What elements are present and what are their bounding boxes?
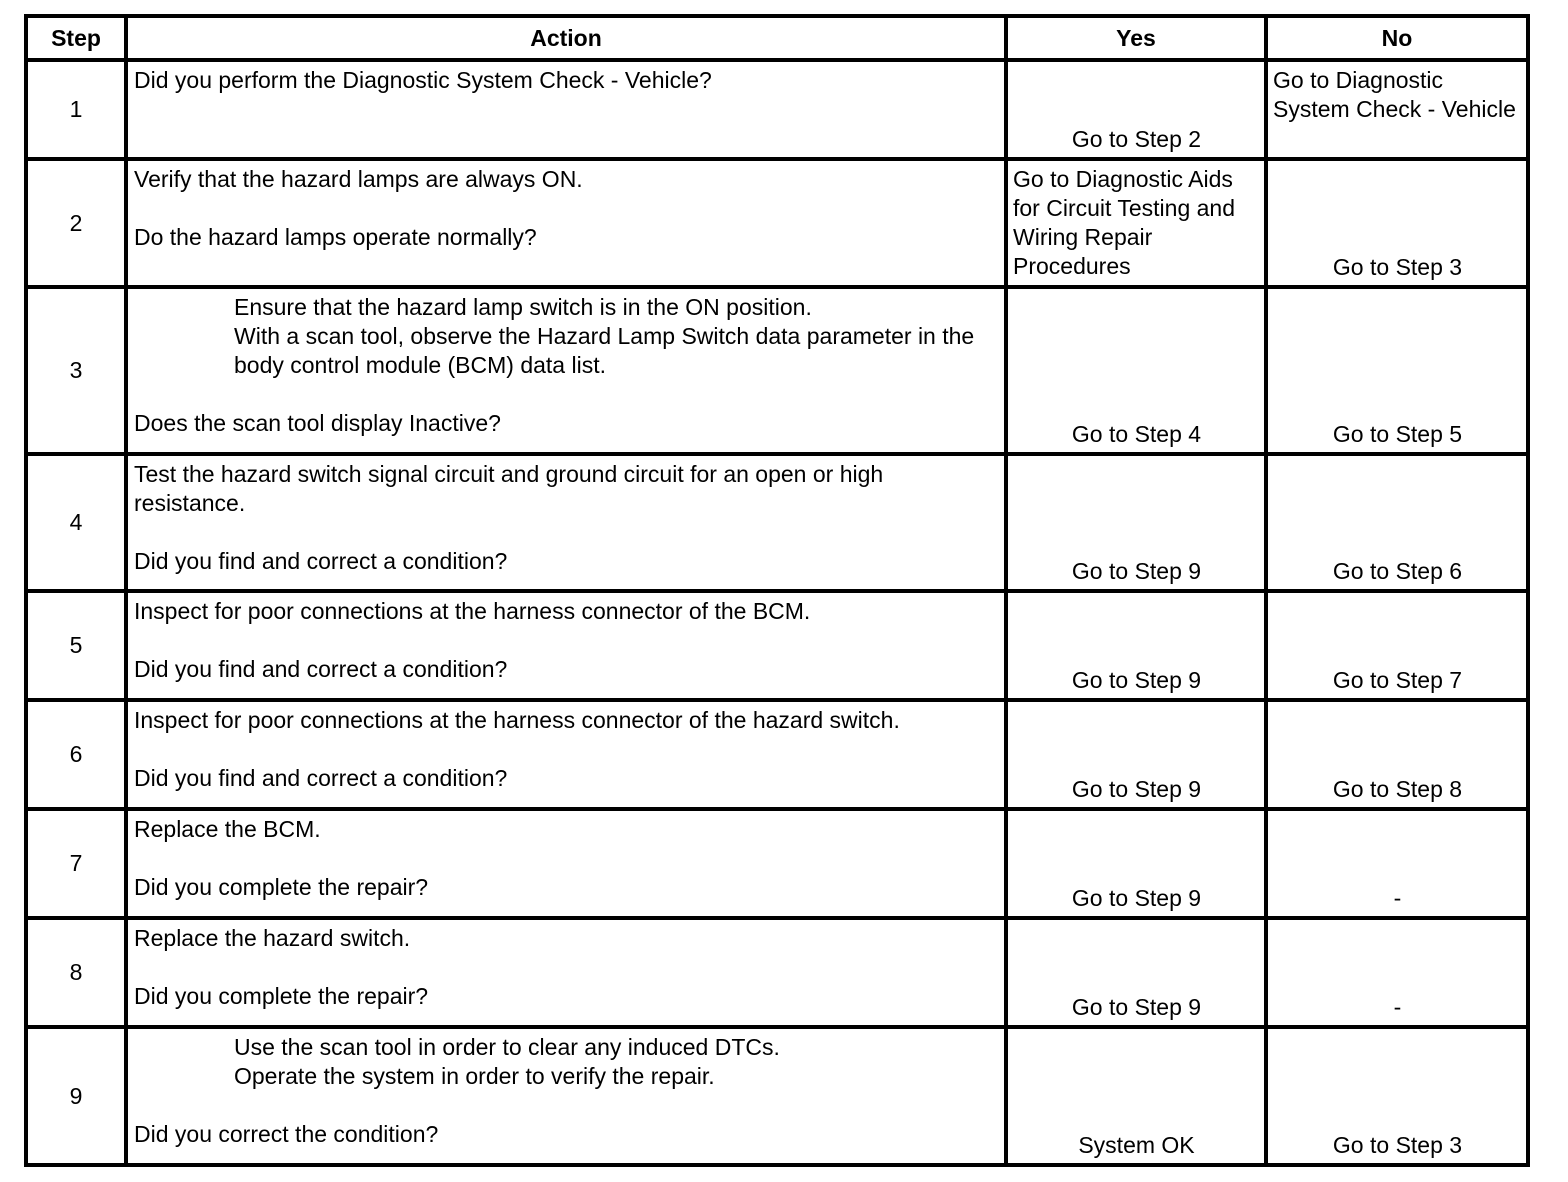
action-question: Do the hazard lamps operate normally?	[134, 224, 537, 250]
action-header: Action	[126, 16, 1006, 60]
action-line: With a scan tool, observe the Hazard Lamp Switch data parameter in the body control module (BCM) data list.	[234, 323, 975, 378]
yes-cell: Go to Step 9	[1006, 700, 1266, 809]
yes-cell: Go to Step 9	[1006, 454, 1266, 591]
yes-cell: Go to Step 9	[1006, 809, 1266, 918]
action-question: Did you perform the Diagnostic System Check - Vehicle?	[134, 67, 712, 93]
action-question: Did you find and correct a condition?	[134, 765, 508, 791]
header-row	[26, 16, 1528, 60]
action-cell	[126, 454, 1006, 591]
table-row	[26, 287, 1528, 454]
action-cell	[126, 591, 1006, 700]
step-number: 7	[26, 809, 126, 918]
step-number: 3	[26, 287, 126, 454]
action-line: Test the hazard switch signal circuit and ground circuit for an open or high resistance.	[134, 461, 884, 516]
action-cell	[126, 159, 1006, 287]
yes-cell: Go to Diagnostic Aids for Circuit Testing and Wiring Repair Procedures	[1006, 159, 1266, 287]
step-number: 8	[26, 918, 126, 1027]
action-cell	[126, 1027, 1006, 1165]
step-number: 6	[26, 700, 126, 809]
table-row	[26, 1027, 1528, 1165]
action-line: Inspect for poor connections at the harness connector of the BCM.	[134, 598, 811, 624]
action-cell	[126, 700, 1006, 809]
table-row	[26, 159, 1528, 287]
action-question: Did you find and correct a condition?	[134, 656, 508, 682]
no-cell: -	[1266, 809, 1528, 918]
action-line: Replace the hazard switch.	[134, 925, 411, 951]
action-line: Replace the BCM.	[134, 816, 321, 842]
step-number: 5	[26, 591, 126, 700]
action-cell	[126, 918, 1006, 1027]
no-cell: Go to Step 3	[1266, 159, 1528, 287]
action-line: Ensure that the hazard lamp switch is in the ON position.	[234, 294, 812, 320]
action-line: Inspect for poor connections at the harness connector of the hazard switch.	[134, 707, 900, 733]
no-cell: -	[1266, 918, 1528, 1027]
diagnostic-table	[24, 14, 1530, 1167]
no-cell: Go to Step 6	[1266, 454, 1528, 591]
no-cell: Go to Step 8	[1266, 700, 1528, 809]
step-number: 4	[26, 454, 126, 591]
action-line: Verify that the hazard lamps are always ON.	[134, 166, 583, 192]
yes-cell: Go to Step 2	[1006, 60, 1266, 159]
action-question: Did you find and correct a condition?	[134, 548, 508, 574]
table-row	[26, 60, 1528, 159]
yes-cell: Go to Step 4	[1006, 287, 1266, 454]
no-cell: Go to Step 7	[1266, 591, 1528, 700]
action-question: Did you correct the condition?	[134, 1121, 439, 1147]
table-row	[26, 809, 1528, 918]
action-question: Did you complete the repair?	[134, 874, 429, 900]
yes-header: Yes	[1006, 16, 1266, 60]
step-header: Step	[26, 16, 126, 60]
table-row	[26, 700, 1528, 809]
action-question: Did you complete the repair?	[134, 983, 429, 1009]
table-row	[26, 454, 1528, 591]
no-cell: Go to Step 5	[1266, 287, 1528, 454]
no-cell: Go to Step 3	[1266, 1027, 1528, 1165]
action-cell	[126, 809, 1006, 918]
yes-cell: Go to Step 9	[1006, 591, 1266, 700]
step-number: 9	[26, 1027, 126, 1165]
action-question: Does the scan tool display Inactive?	[134, 410, 501, 436]
action-line: Use the scan tool in order to clear any induced DTCs.	[234, 1034, 780, 1060]
action-cell	[126, 60, 1006, 159]
yes-cell: System OK	[1006, 1027, 1266, 1165]
no-cell: Go to Diagnostic System Check - Vehicle	[1266, 60, 1528, 159]
step-number: 2	[26, 159, 126, 287]
table-row	[26, 591, 1528, 700]
step-number: 1	[26, 60, 126, 159]
no-header: No	[1266, 16, 1528, 60]
action-line: Operate the system in order to verify the repair.	[234, 1063, 715, 1089]
yes-cell: Go to Step 9	[1006, 918, 1266, 1027]
table-row	[26, 918, 1528, 1027]
action-cell	[126, 287, 1006, 454]
